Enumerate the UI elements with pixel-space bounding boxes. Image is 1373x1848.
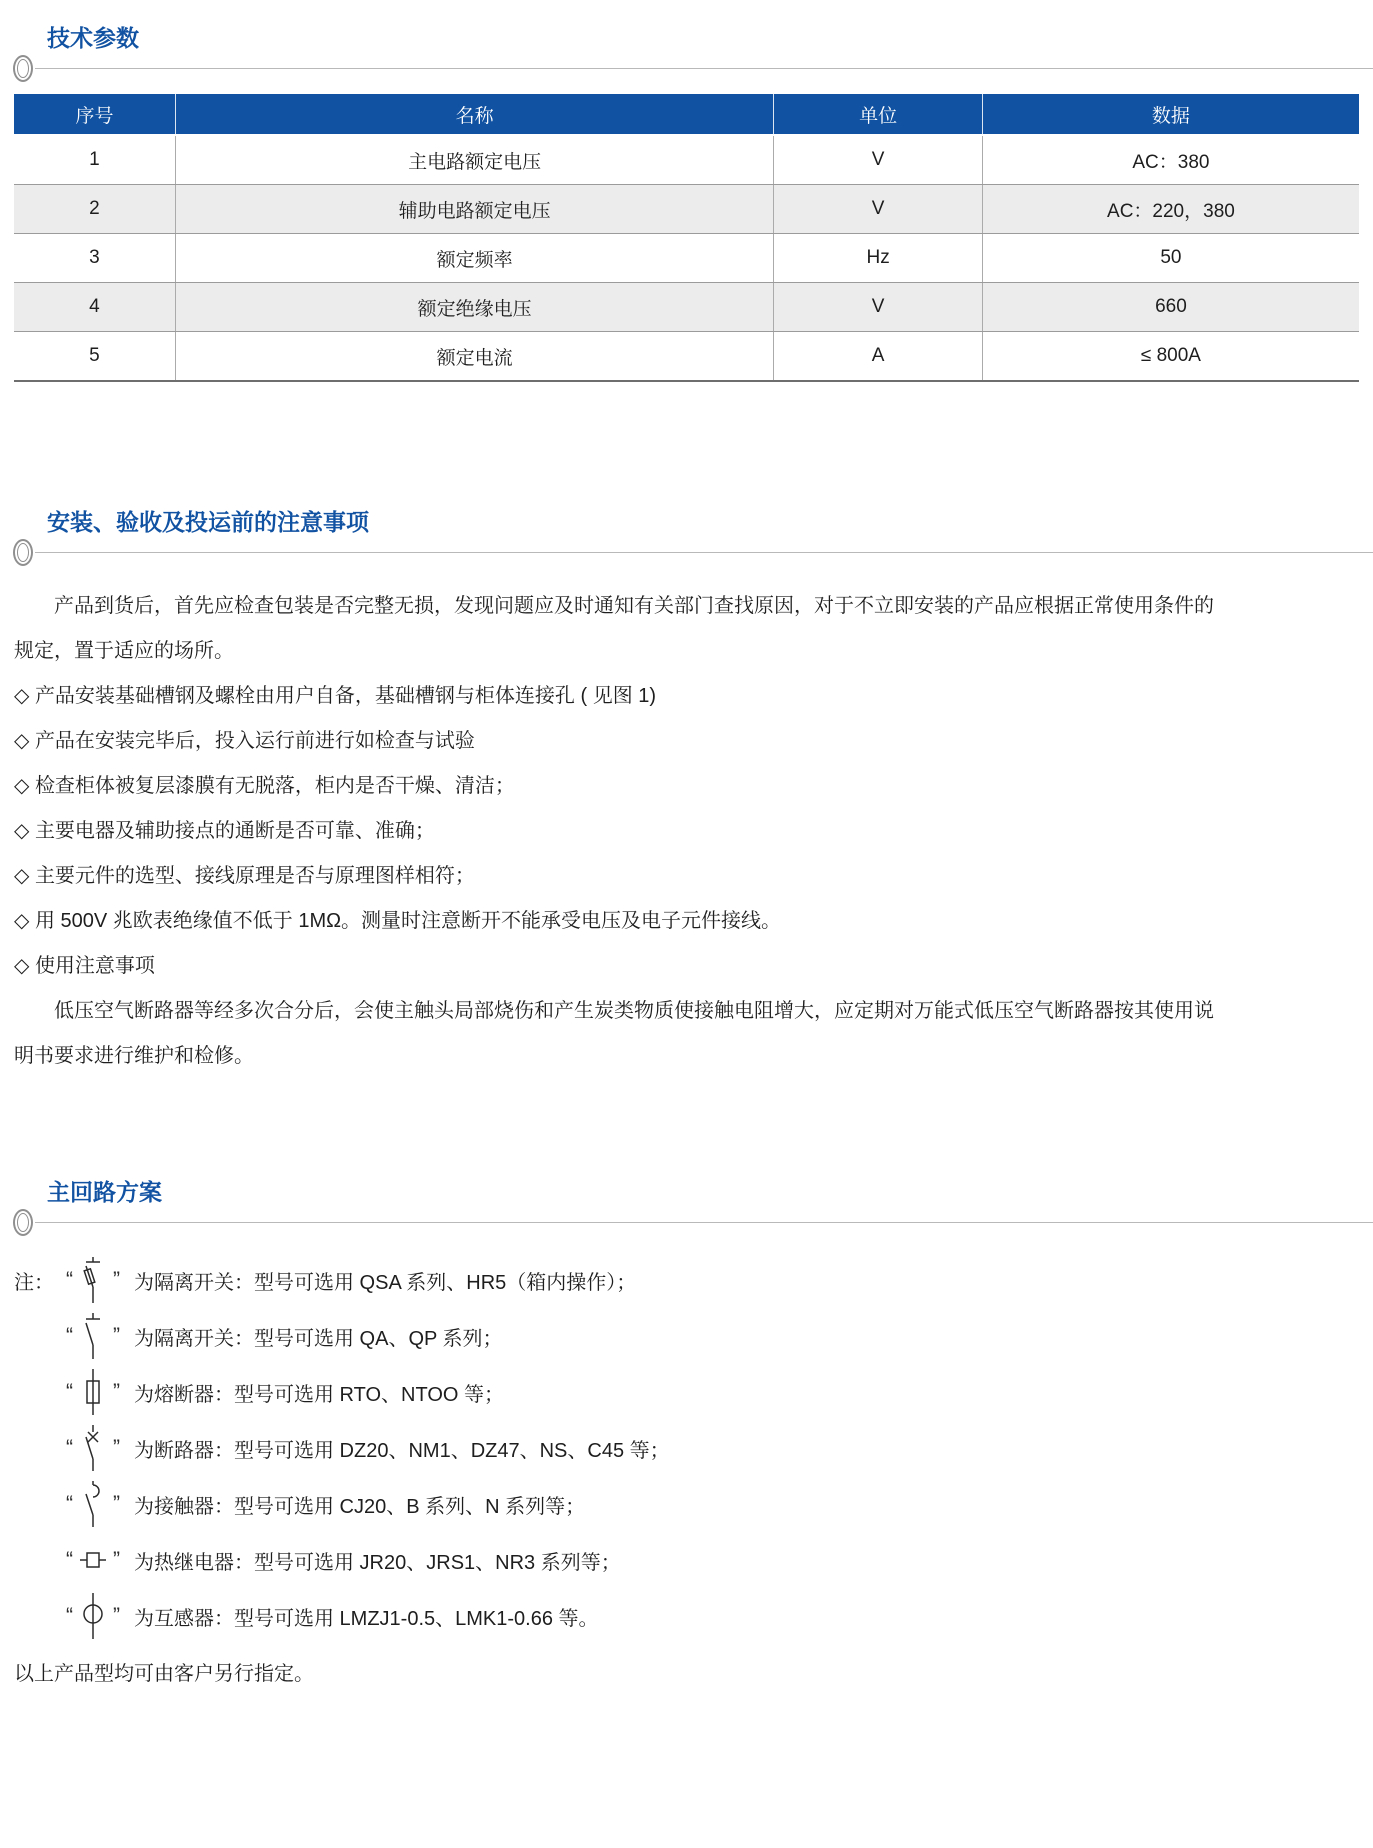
- bullet-item: ◇ 检查柜体被复层漆膜有无脱落，柜内是否干燥、清洁；: [14, 775, 515, 797]
- table-row: [14, 185, 1359, 234]
- legend-note: [0, 1252, 1373, 1308]
- table-cell: AC：220，380: [982, 185, 1359, 234]
- bullet-item: ◇ 产品在安装完毕后，投入运行前进行如检查与试验: [14, 730, 475, 752]
- table-cell: 辅助电路额定电压: [175, 185, 774, 234]
- quote-close: ”: [113, 1436, 120, 1459]
- bullet-item: ◇ 产品安装基础槽钢及螺栓由用户自备，基础槽钢与柜体连接孔 ( 见图 1): [14, 685, 657, 707]
- rule-line: [35, 68, 1373, 69]
- section-title-tech-params: 技术参数: [47, 25, 139, 51]
- table-cell: 额定绝缘电压: [175, 283, 774, 332]
- breaker-symbol: [77, 1424, 109, 1472]
- note-text: 为隔离开关：型号可选用 QA、QP 系列；: [134, 1327, 503, 1350]
- quote-open: “: [66, 1548, 73, 1571]
- note-text: 为熔断器：型号可选用 RTO、NTOO 等；: [134, 1383, 505, 1406]
- quote-open: “: [66, 1604, 73, 1627]
- rule-line: [35, 552, 1373, 553]
- table-cell: 1: [14, 135, 175, 185]
- legend-note: [0, 1588, 1373, 1644]
- section-rule: [0, 54, 1373, 84]
- legend-note: [0, 1420, 1373, 1476]
- table-cell: 3: [14, 234, 175, 283]
- legend-note: [0, 1532, 1373, 1588]
- legend-note: [0, 1476, 1373, 1532]
- table-cell: 5: [14, 332, 175, 382]
- section-title-install-notes: 安装、验收及投运前的注意事项: [47, 509, 369, 535]
- bullet-item: ◇ 使用注意事项: [14, 955, 155, 977]
- quote-close: ”: [113, 1380, 120, 1403]
- note-text: 为断路器：型号可选用 DZ20、NM1、DZ47、NS、C45 等；: [134, 1439, 670, 1462]
- table-cell: 660: [982, 283, 1359, 332]
- table-cell: 50: [982, 234, 1359, 283]
- note-label: 注：: [14, 1271, 54, 1294]
- legend-note: [0, 1364, 1373, 1420]
- legend-notes: [0, 1252, 1373, 1644]
- quote-open: “: [66, 1436, 73, 1459]
- paragraph-line: 产品到货后，首先应检查包装是否完整无损，发现问题应及时通知有关部门查找原因，对于不立即安装的产品应根据正常使用条件的: [54, 595, 1214, 617]
- table-cell: 主电路额定电压: [175, 135, 774, 185]
- note-text: 为互感器：型号可选用 LMZJ1-0.5、LMK1-0.66 等。: [134, 1607, 599, 1630]
- footer-note: 以上产品型均可由客户另行指定。: [14, 1663, 314, 1685]
- paragraph-line: 低压空气断路器等经多次合分后，会使主触头局部烧伤和产生炭类物质使接触电阻增大，应定期对万能式低压空气断路器按其使用说: [54, 1000, 1214, 1022]
- quote-open: “: [66, 1492, 73, 1515]
- legend-note: [0, 1308, 1373, 1364]
- quote-close: ”: [113, 1324, 120, 1347]
- fuse-symbol: [77, 1368, 109, 1416]
- table-cell: 额定频率: [175, 234, 774, 283]
- col-header-name: 名称: [175, 94, 774, 135]
- section-rule: [0, 1208, 1373, 1238]
- table-cell: 2: [14, 185, 175, 234]
- table-row: [14, 234, 1359, 283]
- tech-params-table: [14, 94, 1359, 382]
- quote-open: “: [66, 1324, 73, 1347]
- quote-close: ”: [113, 1268, 120, 1291]
- table-cell: ≤ 800A: [982, 332, 1359, 382]
- section-title-main-circuit: 主回路方案: [47, 1179, 162, 1205]
- quote-close: ”: [113, 1548, 120, 1571]
- quote-close: ”: [113, 1604, 120, 1627]
- note-text: 为热继电器：型号可选用 JR20、JRS1、NR3 系列等；: [134, 1551, 621, 1574]
- section-install-notes: [0, 506, 1373, 1079]
- col-header-data: 数据: [982, 94, 1359, 135]
- ring-ornament-icon: [13, 1209, 33, 1236]
- table-cell: V: [774, 135, 982, 185]
- bullet-item: ◇ 用 500V 兆欧表绝缘值不低于 1MΩ。测量时注意断开不能承受电压及电子元件接线。: [14, 910, 782, 932]
- note-text: 为接触器：型号可选用 CJ20、B 系列、N 系列等；: [134, 1495, 586, 1518]
- table-cell: A: [774, 332, 982, 382]
- bullet-item: ◇ 主要元件的选型、接线原理是否与原理图样相符；: [14, 865, 475, 887]
- col-header-index: 序号: [14, 94, 175, 135]
- table-cell: AC：380: [982, 135, 1359, 185]
- table-row: [14, 135, 1359, 185]
- section-tech-params: [0, 22, 1373, 382]
- contactor-symbol: [77, 1480, 109, 1528]
- rule-line: [35, 1222, 1373, 1223]
- col-header-unit: 单位: [774, 94, 982, 135]
- quote-open: “: [66, 1380, 73, 1403]
- table-cell: Hz: [774, 234, 982, 283]
- table-header-row: [14, 94, 1359, 135]
- note-text: 为隔离开关：型号可选用 QSA 系列、HR5（箱内操作）；: [134, 1271, 637, 1294]
- table-row: [14, 332, 1359, 382]
- isolator-symbol: [77, 1312, 109, 1360]
- ring-ornament-icon: [13, 55, 33, 82]
- transformer-symbol: [77, 1592, 109, 1640]
- quote-close: ”: [113, 1492, 120, 1515]
- thermal-relay-symbol: [77, 1536, 109, 1584]
- paragraph-line: 规定，置于适应的场所。: [14, 640, 234, 662]
- ring-ornament-icon: [13, 539, 33, 566]
- fuse-isolator-symbol: [77, 1256, 109, 1304]
- section-rule: [0, 538, 1373, 568]
- install-notes-body: [14, 584, 1357, 1079]
- table-cell: 4: [14, 283, 175, 332]
- bullet-item: ◇ 主要电器及辅助接点的通断是否可靠、准确；: [14, 820, 435, 842]
- section-main-circuit: [0, 1176, 1373, 1694]
- table-cell: V: [774, 185, 982, 234]
- paragraph-line: 明书要求进行维护和检修。: [14, 1045, 254, 1067]
- table-cell: 额定电流: [175, 332, 774, 382]
- table-cell: V: [774, 283, 982, 332]
- table-row: [14, 283, 1359, 332]
- quote-open: “: [66, 1268, 73, 1291]
